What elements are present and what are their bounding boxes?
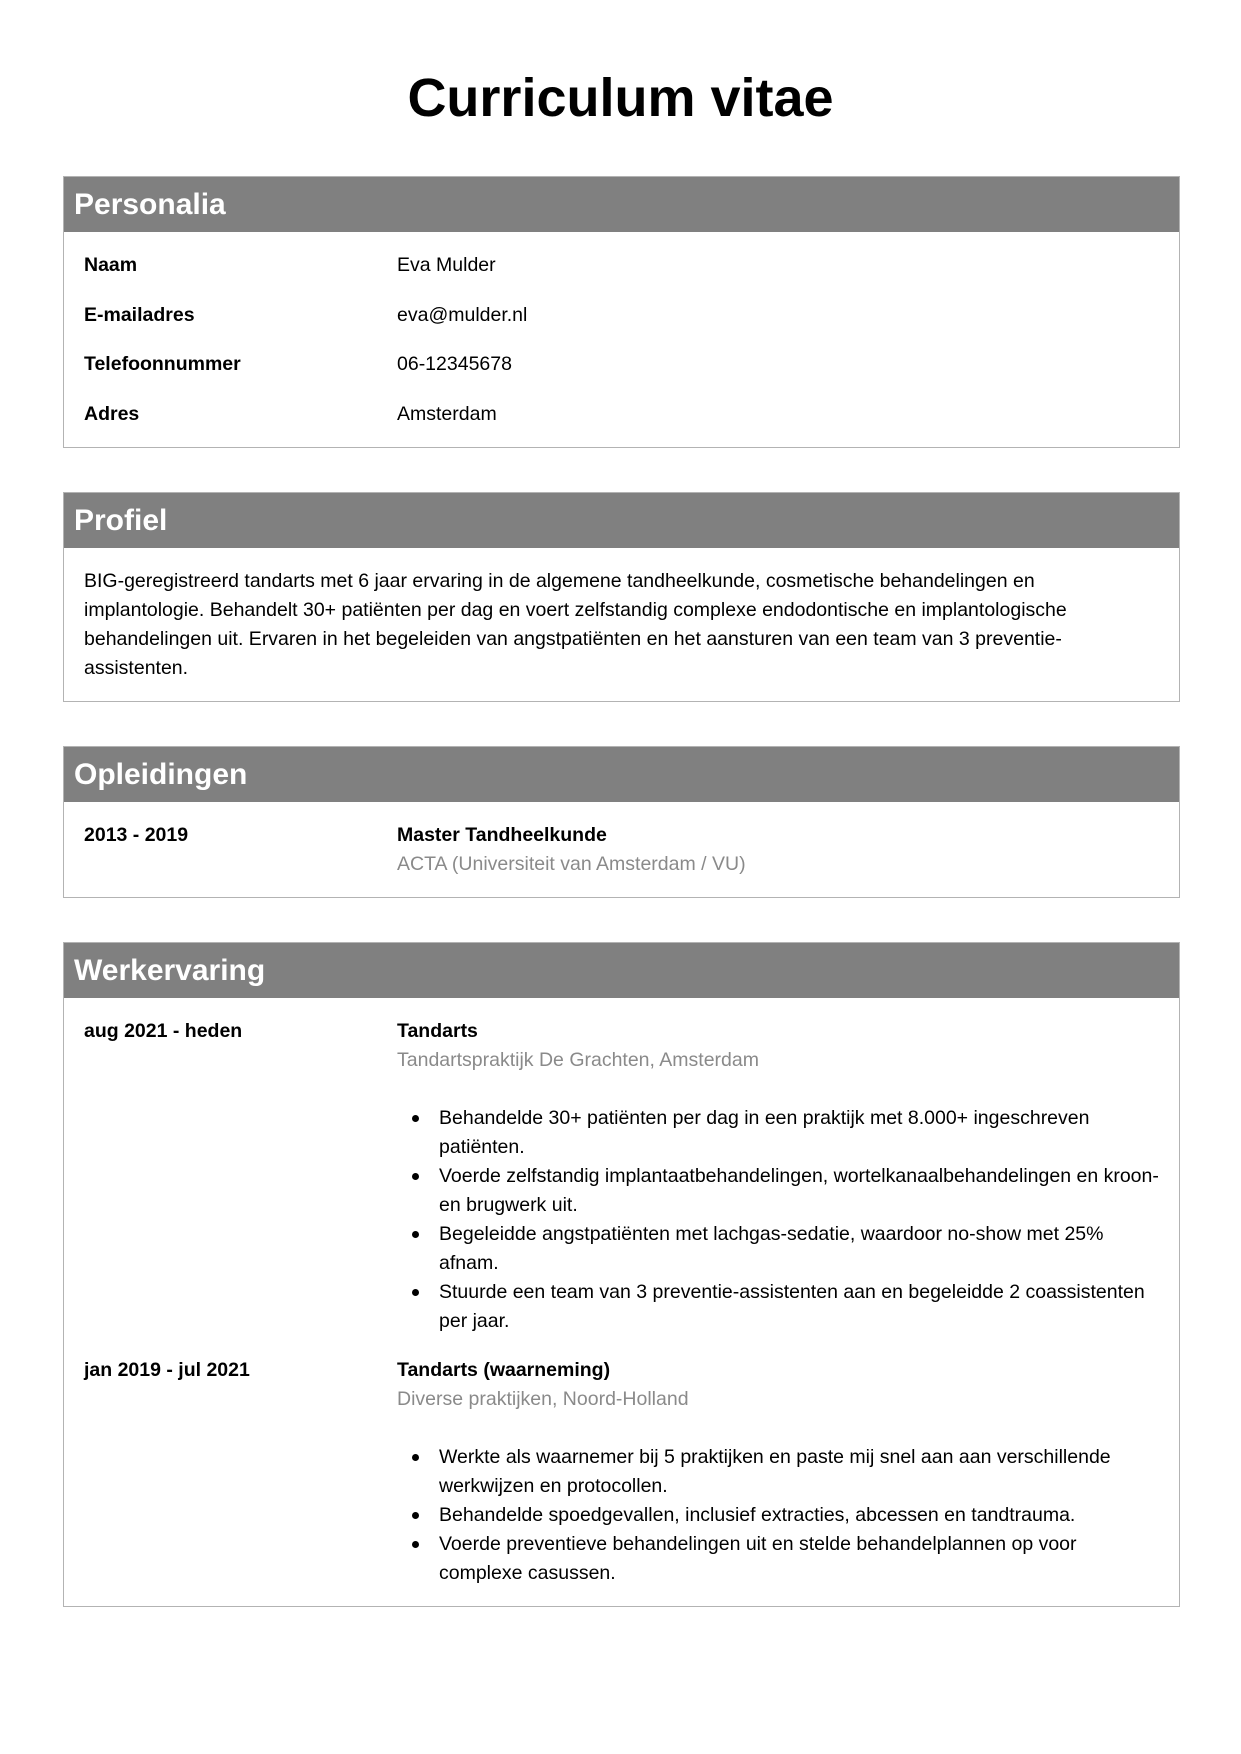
adres-value: Amsterdam <box>397 402 497 425</box>
werkervaring-body <box>64 998 1179 1606</box>
work-bullet: Stuurde een team van 3 preventie-assistenten aan en begeleidde 2 coassistenten per jaar. <box>397 1278 1159 1336</box>
personalia-row-telefoon <box>84 350 1159 400</box>
work-bullet: Voerde zelfstandig implantaatbehandelingen, wortelkanaalbehandelingen en kroon- en brugwerk uit. <box>397 1162 1159 1220</box>
opleidingen-heading: Opleidingen <box>64 747 1179 802</box>
work-bullet: Voerde preventieve behandelingen uit en stelde behandelplannen op voor complexe casussen. <box>397 1530 1159 1588</box>
work-details <box>397 1356 1159 1588</box>
personalia-body <box>64 232 1179 447</box>
telefoon-label: Telefoonnummer <box>84 353 241 375</box>
personalia-heading: Personalia <box>64 177 1179 232</box>
work-bullet: Begeleidde angstpatiënten met lachgas-sedatie, waardoor no-show met 25% afnam. <box>397 1220 1159 1278</box>
email-label: E-mailadres <box>84 303 195 326</box>
personalia-row-email <box>84 301 1159 351</box>
werkervaring-heading: Werkervaring <box>64 943 1179 998</box>
opleiding-title: Master Tandheelkunde <box>397 824 607 846</box>
work-bullet-list <box>397 1104 1159 1336</box>
naam-value: Eva Mulder <box>397 254 496 276</box>
profiel-section <box>63 492 1180 702</box>
profiel-body <box>64 548 1179 701</box>
work-period: jan 2019 - jul 2021 <box>84 1359 250 1381</box>
work-period: aug 2021 - heden <box>84 1020 243 1042</box>
work-entry <box>84 1017 1159 1336</box>
work-bullet: Behandelde 30+ patiënten per dag in een praktijk met 8.000+ ingeschreven patiënten. <box>397 1104 1159 1162</box>
work-details <box>397 1017 1159 1336</box>
page-title: Curriculum vitae <box>407 68 834 128</box>
personalia-row-adres <box>84 400 1159 429</box>
naam-label: Naam <box>84 254 138 276</box>
opleidingen-section <box>63 746 1180 898</box>
profiel-text: BIG-geregistreerd tandarts met 6 jaar ervaring in de algemene tandheelkunde, cosmetische behandelingen en implantologie. Behandelt 30+ patiënten per dag en voert zelfstandig complexe endodontische en implantologische behandelingen uit. Ervaren in het begeleiden van angstpatiënten en het aansturen van een team van 3 preventie-assistenten. <box>84 570 1067 679</box>
personalia-row-naam <box>84 251 1159 301</box>
adres-label: Adres <box>84 402 140 425</box>
opleiding-entry <box>84 821 1159 879</box>
work-entry <box>84 1356 1159 1588</box>
werkervaring-section <box>63 942 1180 1607</box>
work-title: Tandarts <box>397 1020 478 1042</box>
work-bullet: Behandelde spoedgevallen, inclusief extracties, abcessen en tandtrauma. <box>397 1501 1159 1530</box>
telefoon-value: 06-12345678 <box>397 353 512 375</box>
work-bullet-list <box>397 1443 1159 1588</box>
email-value: eva@mulder.nl <box>397 303 528 326</box>
opleiding-period: 2013 - 2019 <box>84 824 189 846</box>
work-title: Tandarts (waarneming) <box>397 1359 611 1381</box>
opleiding-details <box>397 821 1159 879</box>
opleiding-institution: ACTA (Universiteit van Amsterdam / VU) <box>397 853 746 875</box>
work-bullet: Werkte als waarnemer bij 5 praktijken en paste mij snel aan aan verschillende werkwijzen en protocollen. <box>397 1443 1159 1501</box>
opleidingen-body <box>64 802 1179 897</box>
work-employer: Tandartspraktijk De Grachten, Amsterdam <box>397 1049 759 1071</box>
personalia-section <box>63 176 1180 448</box>
profiel-heading: Profiel <box>64 493 1179 548</box>
work-employer: Diverse praktijken, Noord-Holland <box>397 1388 689 1410</box>
